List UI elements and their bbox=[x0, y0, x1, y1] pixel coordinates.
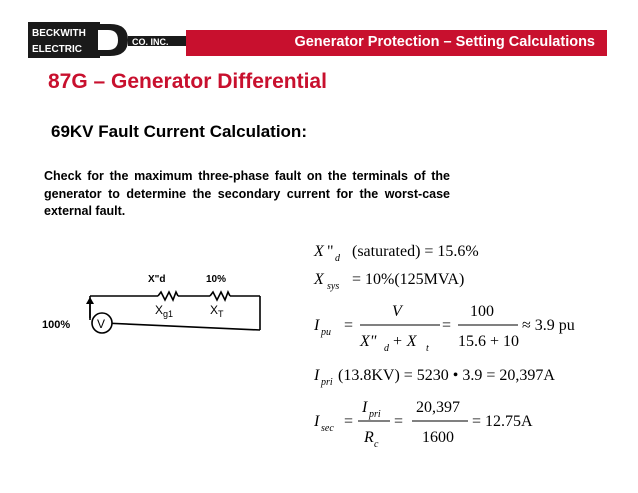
equation-isec bbox=[313, 399, 533, 450]
svg-text:I: I bbox=[314, 317, 320, 334]
svg-text:t: t bbox=[426, 343, 429, 354]
svg-text:=: = bbox=[344, 317, 354, 334]
svg-text:pri: pri bbox=[369, 409, 381, 420]
header-banner bbox=[186, 30, 607, 56]
svg-text:sys: sys bbox=[327, 281, 340, 292]
svg-text:X: X bbox=[314, 243, 324, 260]
svg-text:pri: pri bbox=[321, 377, 333, 388]
svg-text:=: = bbox=[442, 317, 452, 334]
svg-text:I: I bbox=[314, 413, 320, 430]
source-label: 100% bbox=[42, 319, 71, 331]
svg-text:I: I bbox=[362, 399, 368, 416]
svg-text:": " bbox=[327, 243, 334, 260]
xd-top-label: X"d bbox=[148, 274, 166, 285]
source-symbol: V bbox=[97, 317, 106, 331]
svg-text:pu: pu bbox=[321, 327, 331, 338]
equation-ipri bbox=[313, 367, 555, 388]
slide-body-text: Check for the maximum three-phase fault on the terminals of the generator to determine the secondary current for the worst-case external fault. bbox=[44, 169, 450, 218]
slide-subtitle: 69KV Fault Current Calculation: bbox=[51, 122, 307, 141]
svg-text:= 10%(125MVA): = 10%(125MVA) bbox=[352, 271, 465, 288]
svg-text:R: R bbox=[364, 429, 374, 446]
slide-header bbox=[0, 0, 638, 58]
equations bbox=[300, 232, 620, 462]
svg-text:d: d bbox=[384, 343, 389, 354]
svg-text:X": X" bbox=[360, 333, 377, 350]
equation-ipu bbox=[313, 303, 575, 354]
svg-text:15.6 + 10: 15.6 + 10 bbox=[458, 333, 520, 350]
svg-text:I: I bbox=[314, 367, 320, 384]
svg-text:(saturated) = 15.6%: (saturated) = 15.6% bbox=[352, 243, 479, 260]
xt-resistor bbox=[210, 292, 230, 300]
svg-text:20,397: 20,397 bbox=[416, 399, 460, 416]
circuit-diagram bbox=[38, 268, 268, 348]
xt-label: $X_T$ bbox=[210, 303, 224, 319]
xd-resistor bbox=[158, 292, 178, 300]
svg-text:d: d bbox=[335, 253, 340, 264]
svg-text:100: 100 bbox=[470, 303, 494, 320]
svg-text:V: V bbox=[392, 303, 402, 320]
svg-text:BECKWITH: BECKWITH bbox=[32, 28, 86, 39]
svg-text:≈ 3.9 pu: ≈ 3.9 pu bbox=[522, 317, 575, 334]
xt-top-label: 10% bbox=[206, 274, 227, 285]
svg-text:=: = bbox=[344, 413, 354, 430]
banner-title: Generator Protection – Setting Calculations bbox=[294, 34, 595, 50]
svg-text:(13.8KV) = 5230 • 3.9 = 20,397: (13.8KV) = 5230 • 3.9 = 20,397A bbox=[338, 367, 555, 384]
xd-label: $X_{g1}$ bbox=[155, 303, 174, 319]
svg-text:X: X bbox=[314, 271, 324, 288]
svg-text:1600: 1600 bbox=[422, 429, 454, 446]
svg-text:= 12.75A: = 12.75A bbox=[472, 413, 533, 430]
equation-xsys bbox=[313, 271, 464, 292]
svg-text:=: = bbox=[394, 413, 404, 430]
svg-text:sec: sec bbox=[321, 423, 334, 434]
svg-text:c: c bbox=[374, 439, 379, 450]
svg-text:CO. INC.: CO. INC. bbox=[132, 37, 169, 47]
svg-text:ELECTRIC: ELECTRIC bbox=[32, 44, 82, 55]
svg-text:+ X: + X bbox=[392, 333, 417, 350]
beckwith-electric-logo bbox=[28, 22, 188, 62]
slide-title: 87G – Generator Differential bbox=[48, 70, 327, 93]
equation-xd-saturated bbox=[313, 243, 479, 264]
